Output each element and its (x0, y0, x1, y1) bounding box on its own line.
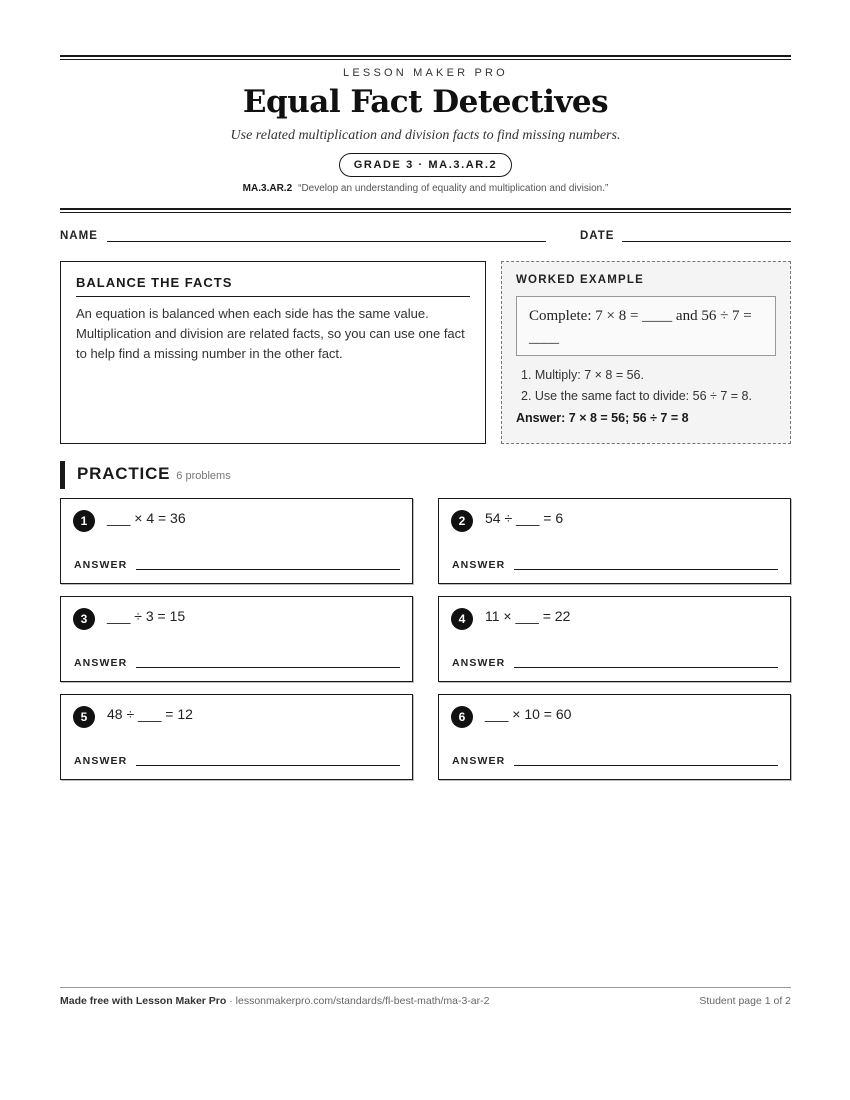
problem-equation: ___ × 4 = 36 (107, 510, 186, 526)
worked-example-prompt: Complete: 7 × 8 = ____ and 56 ÷ 7 = ____ (516, 296, 776, 356)
problem-equation: 48 ÷ ___ = 12 (107, 706, 193, 722)
intro-box (60, 261, 486, 444)
intro-heading: BALANCE THE FACTS (76, 275, 470, 297)
worked-example-step: 2. Use the same fact to divide: 56 ÷ 7 = 8. (521, 389, 752, 403)
problem-card-2 (438, 498, 791, 584)
footer-made-with: Made free with Lesson Maker Pro (60, 995, 227, 1007)
answer-field[interactable] (136, 569, 400, 570)
brand-label: LESSON MAKER PRO (343, 67, 508, 79)
problem-card-5 (60, 694, 413, 780)
problem-card-6 (438, 694, 791, 780)
footer-credit (60, 995, 489, 1007)
problem-equation: 54 ÷ ___ = 6 (485, 510, 564, 526)
date-field[interactable] (622, 241, 791, 242)
answer-label: ANSWER (74, 657, 128, 669)
intro-text: An equation is balanced when each side has the same value. Multiplication and division are related facts, so you can use one fact to help find a missing number in the other fact. (76, 306, 465, 361)
standard-code: MA.3.AR.2 (242, 183, 293, 194)
worked-example-box (501, 261, 791, 444)
header-bottom-double-rule (60, 208, 791, 213)
answer-field[interactable] (136, 667, 400, 668)
problem-number-badge: 1 (73, 510, 95, 532)
grade-badge: GRADE 3 · MA.3.AR.2 (339, 153, 512, 177)
worksheet-page (60, 0, 791, 1100)
page-subtitle: Use related multiplication and division facts to find missing numbers. (230, 128, 621, 143)
problem-number-badge: 4 (451, 608, 473, 630)
answer-label: ANSWER (452, 657, 506, 669)
answer-field[interactable] (514, 765, 778, 766)
problem-number-badge: 6 (451, 706, 473, 728)
practice-heading (60, 461, 231, 489)
standard-text: “Develop an understanding of equality and multiplication and division.” (298, 183, 609, 194)
problem-card-1 (60, 498, 413, 584)
answer-field[interactable] (514, 667, 778, 668)
practice-title: PRACTICE (77, 464, 171, 483)
answer-label: ANSWER (452, 755, 506, 767)
worked-example-steps (516, 365, 776, 407)
problem-equation: 11 × ___ = 22 (485, 608, 571, 624)
name-label: NAME (60, 230, 98, 242)
footer-rule (60, 987, 791, 988)
problem-number-badge: 3 (73, 608, 95, 630)
problem-card-4 (438, 596, 791, 682)
footer-page-number: Student page 1 of 2 (699, 995, 791, 1007)
problem-number-badge: 5 (73, 706, 95, 728)
answer-label: ANSWER (74, 755, 128, 767)
top-double-rule (60, 55, 791, 60)
footer-url[interactable]: · lessonmakerpro.com/standards/fl-best-math/ma-3-ar-2 (226, 995, 490, 1007)
problem-card-3 (60, 596, 413, 682)
problem-equation: ___ × 10 = 60 (485, 706, 572, 722)
name-field[interactable] (107, 241, 546, 242)
standard-line (60, 183, 791, 194)
name-date-row (60, 230, 791, 246)
answer-field[interactable] (136, 765, 400, 766)
worked-example-step: 1. Multiply: 7 × 8 = 56. (521, 368, 644, 382)
answer-label: ANSWER (452, 559, 506, 571)
problem-equation: ___ ÷ 3 = 15 (107, 608, 186, 624)
worked-example-answer: Answer: 7 × 8 = 56; 56 ÷ 7 = 8 (516, 411, 689, 425)
worked-example-heading: WORKED EXAMPLE (516, 274, 644, 286)
date-label: DATE (580, 230, 615, 242)
answer-field[interactable] (514, 569, 778, 570)
problem-number-badge: 2 (451, 510, 473, 532)
answer-label: ANSWER (74, 559, 128, 571)
practice-count: 6 problems (176, 470, 231, 482)
page-title: Equal Fact Detectives (242, 84, 609, 120)
grade-badge-wrap (60, 153, 791, 177)
